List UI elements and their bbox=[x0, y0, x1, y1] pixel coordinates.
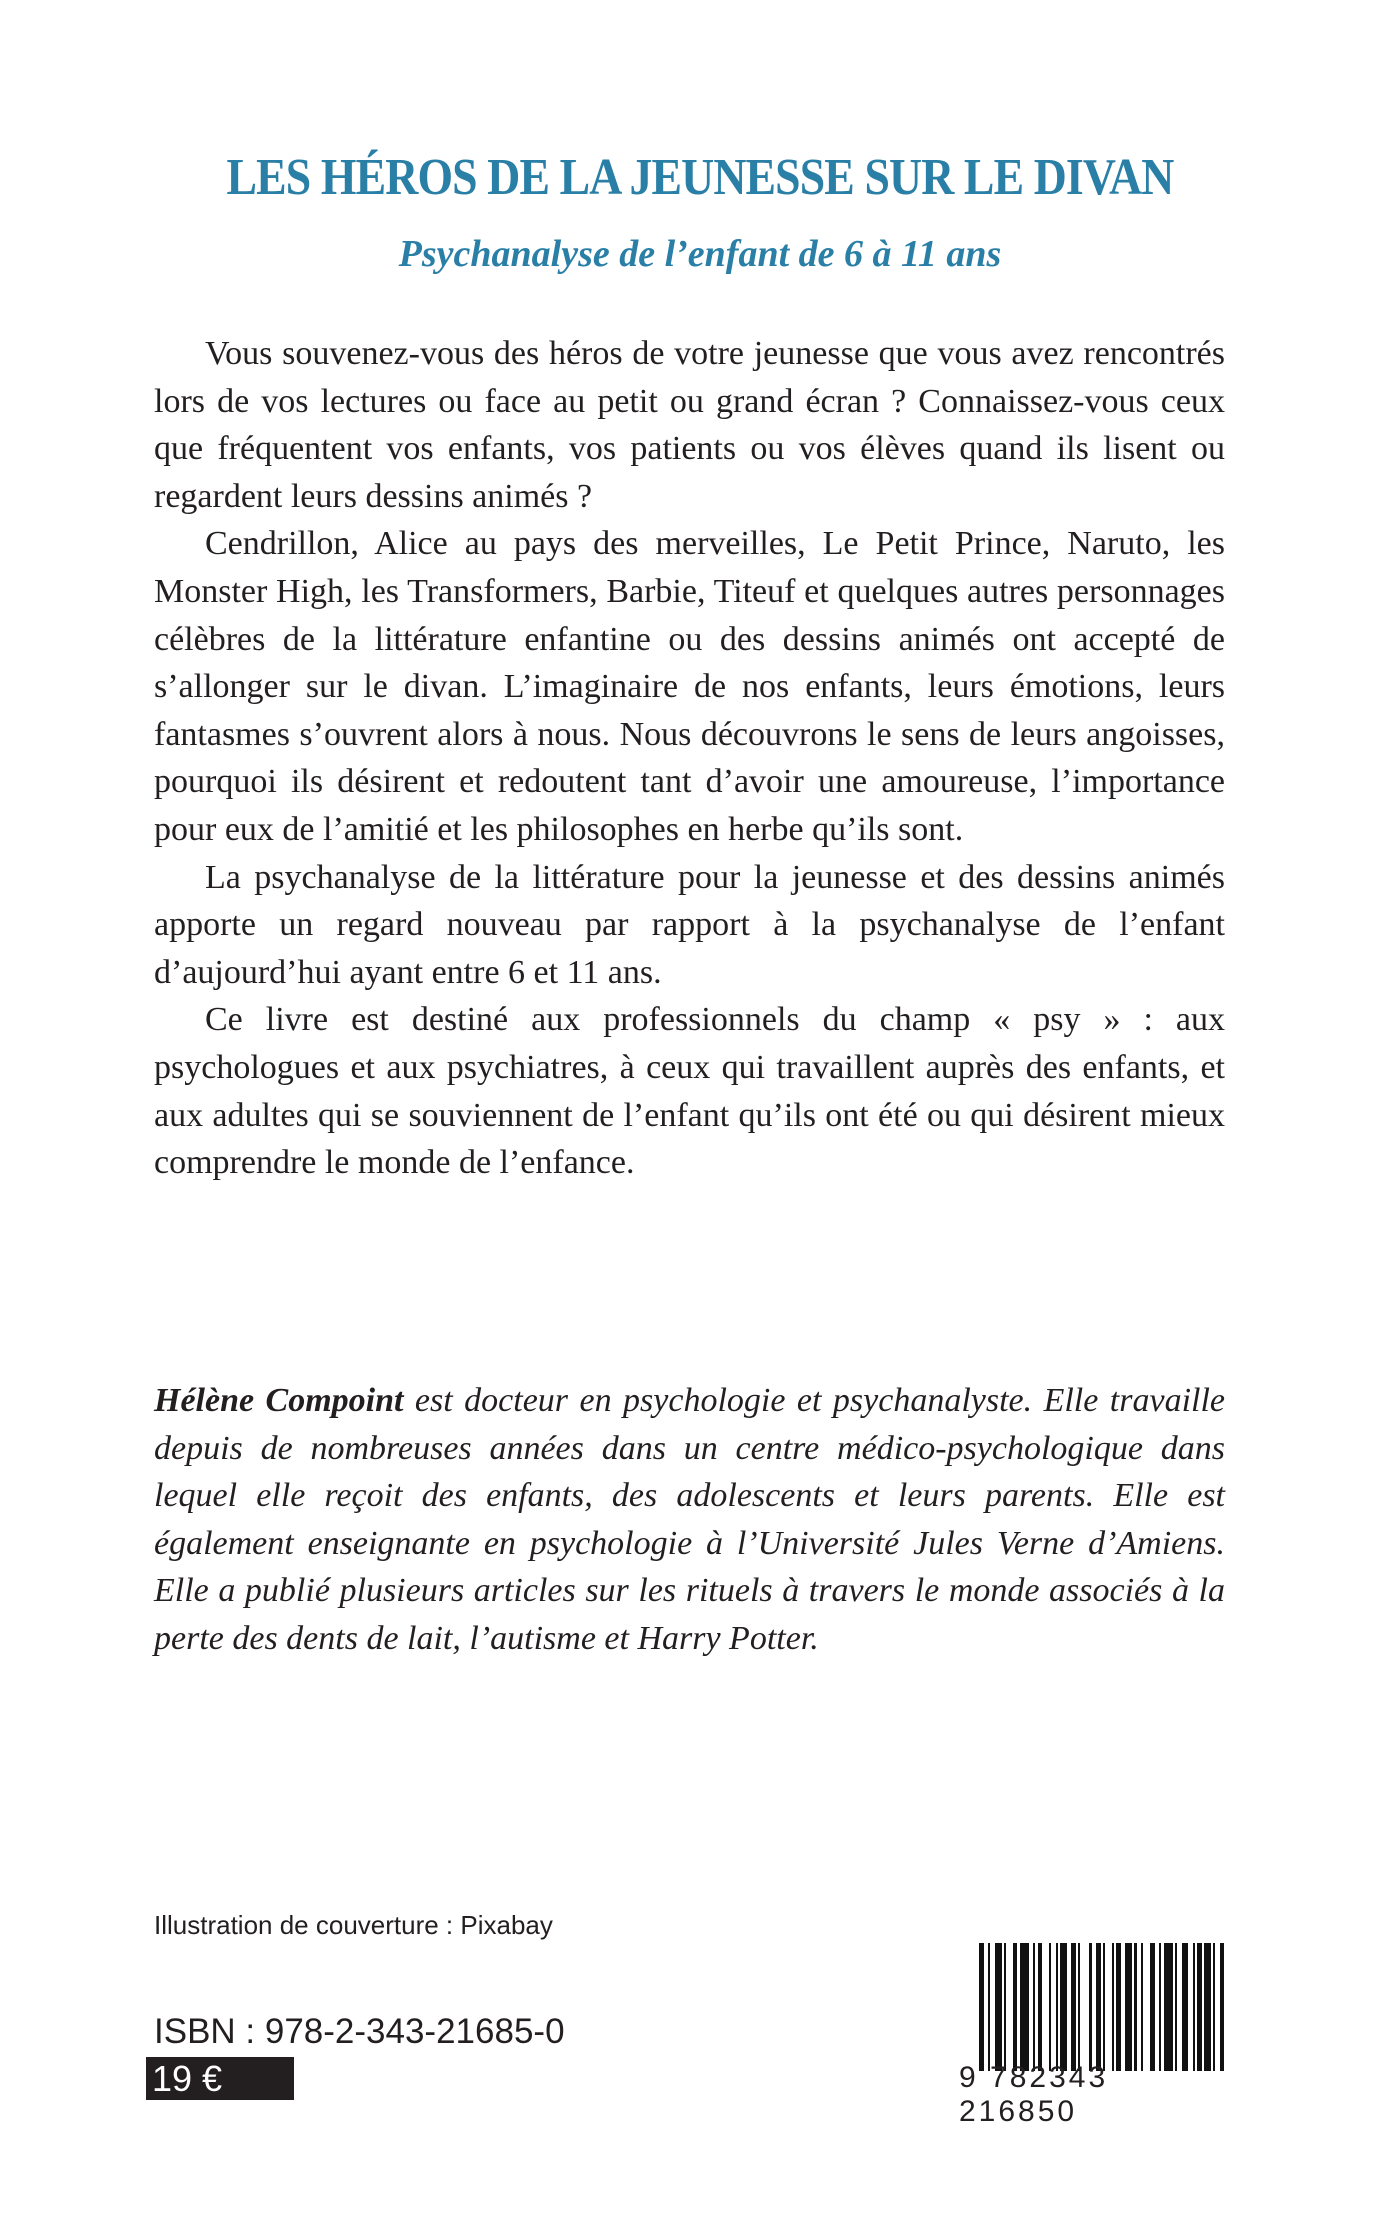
blurb-paragraph: Ce livre est destiné aux professionnels du champ « psy » : aux psychologues et aux psychiatres, à ceux qui travaillent auprès des enfants, et aux adultes qui se souviennent de l’enfant qu’ils ont été ou qui désirent mieux comprendre le monde de l’enfance. bbox=[154, 1001, 1225, 1182]
barcode-bar bbox=[1204, 1943, 1211, 2071]
barcode-bar bbox=[1020, 1943, 1029, 2071]
barcode-bar bbox=[995, 1943, 1002, 2071]
blurb-paragraph: La psychanalyse de la littérature pour la jeunesse et des dessins animés apporte un regard nouveau par rapport à la psychanalyse de l’enfant d’aujourd’hui ayant entre 6 et 11 ans. bbox=[154, 858, 1225, 991]
book-subtitle: Psychanalyse de l’enfant de 6 à 11 ans bbox=[398, 233, 1002, 275]
barcode-bar bbox=[1080, 1943, 1089, 2071]
price-badge: 19 € bbox=[146, 2057, 294, 2100]
isbn: ISBN : 978-2-343-21685-0 bbox=[154, 2012, 565, 2051]
illustration-credit: Illustration de couverture : Pixabay bbox=[154, 1910, 553, 1940]
barcode-bar bbox=[1060, 1943, 1067, 2071]
barcode-bar bbox=[1164, 1943, 1173, 2071]
book-title: LES HÉROS DE LA JEUNESSE SUR LE DIVAN bbox=[226, 149, 1174, 206]
author-name: Hélène Compoint bbox=[154, 1382, 404, 1419]
barcode-bars bbox=[979, 1943, 1229, 2071]
barcode-bar bbox=[1042, 1943, 1049, 2071]
blurb-paragraph: Vous souvenez-vous des héros de votre jeunesse que vous avez rencontrés lors de vos lectures ou face au petit ou grand écran ? Connaissez-vous ceux que fréquentent vos enfants, vos patients ou vos élèves quand ils lisent ou regardent leurs dessins animés ? bbox=[154, 335, 1225, 515]
barcode-bar bbox=[1125, 1943, 1132, 2071]
author-bio bbox=[154, 1377, 1225, 1663]
barcode-bar bbox=[1224, 1943, 1229, 2071]
author-bio-text: est docteur en psychologie et psychanalyste. Elle travaille depuis de nombreuses années dans un centre médico-psychologique dans lequel elle reçoit des enfants, des adolescents et leurs parents. Elle est également enseignante en psychologie à l’Université Jules Verne d’Amiens. Elle a publié plusieurs articles sur les rituels à travers le monde associés à la perte des dents de lait, l’autisme et Harry Potter. bbox=[154, 1382, 1225, 1657]
barcode-bar bbox=[1006, 1943, 1013, 2071]
barcode bbox=[959, 1943, 1229, 2128]
blurb-paragraph: Cendrillon, Alice au pays des merveilles, Le Petit Prince, Naruto, les Monster High, les Transformers, Barbie, Titeuf et quelques autres personnages célèbres de la littérature enfantine ou des dessins animés ont accepté de s’allonger sur le divan. L’imaginaire de nos enfants, leurs émotions, leurs fantasmes s’ouvrent alors à nous. Nous découvrons le sens de leurs angoisses, pourquoi ils désirent et redoutent tant d’avoir une amoureuse, l’importance pour eux de l’amitié et les philosophes en herbe qu’ils sont. bbox=[154, 525, 1225, 848]
blurb bbox=[154, 330, 1225, 1187]
barcode-number: 9 782343 216850 bbox=[959, 2061, 1109, 2128]
barcode-bar bbox=[1143, 1943, 1150, 2071]
barcode-bar bbox=[1105, 1943, 1112, 2071]
barcode-bar bbox=[1182, 1943, 1189, 2071]
